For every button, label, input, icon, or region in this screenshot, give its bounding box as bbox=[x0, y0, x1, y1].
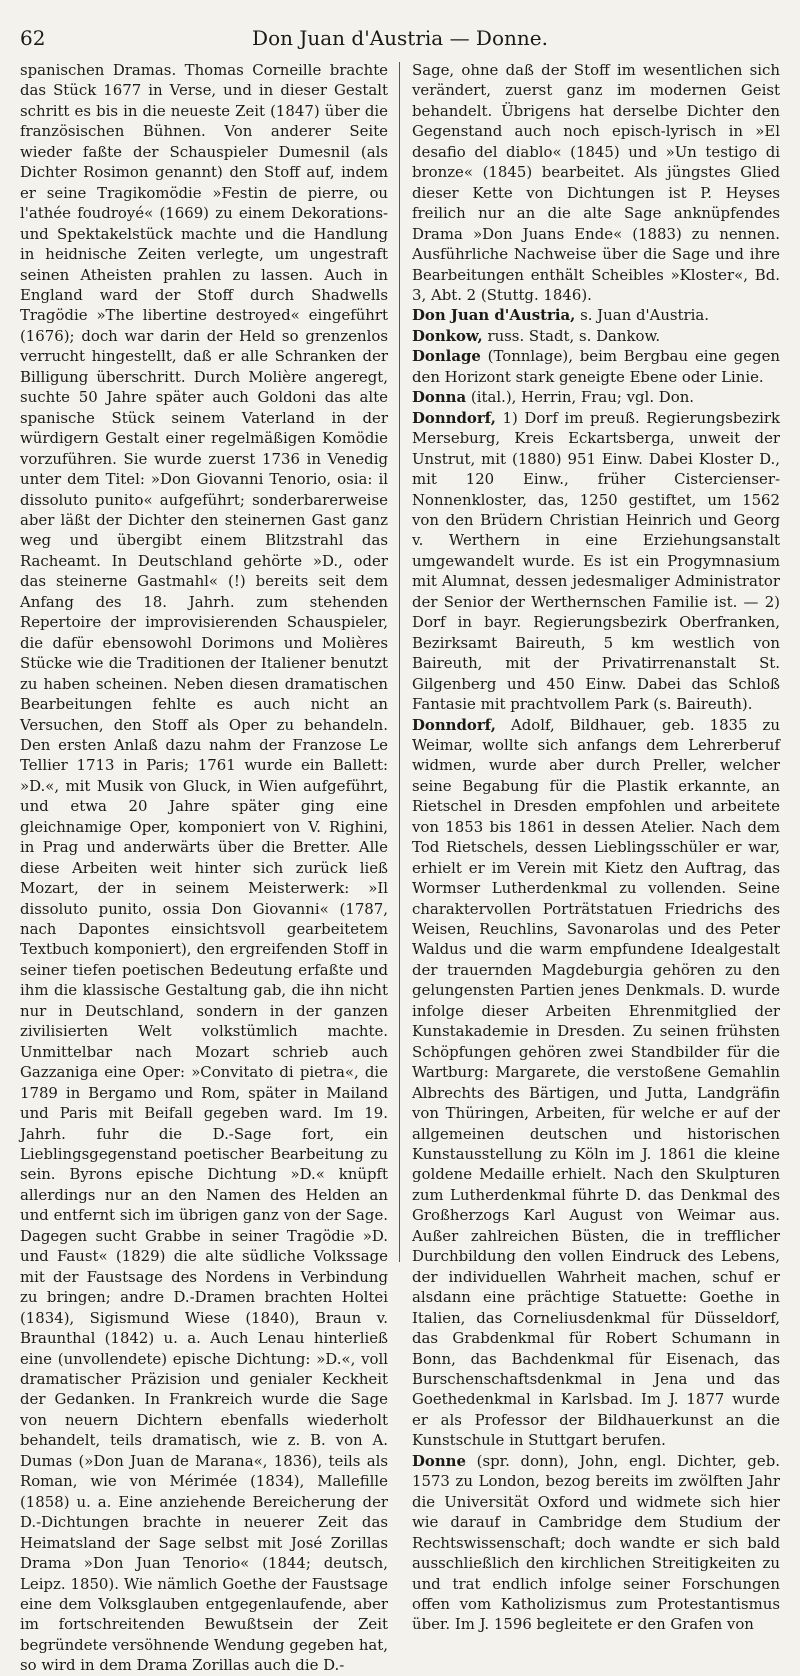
entry-lemma: Donne bbox=[412, 1451, 466, 1470]
entry-don-juan-d-austria bbox=[412, 305, 780, 325]
entry-donlage bbox=[412, 346, 780, 387]
entry-text: (spr. donn), John, engl. Dichter, geb. 1573 zu London, bezog bereits im zwölften Jahr die Universität Oxford und widmete sich hier wie darauf in Cambridge dem Studium der Rechtswissenschaft; doch wandte er sich bald ausschließlich den kirchlichen Streitigkeiten zu und trat endlich infolge seiner Forschungen offen vom Katholizismus zum Protestantismus über. Im J. 1596 begleitete er den Grafen von bbox=[412, 1451, 780, 1634]
page-header bbox=[20, 26, 780, 54]
left-column bbox=[20, 60, 388, 1675]
right-column bbox=[412, 60, 780, 1634]
article-text: spanischen Dramas. Thomas Corneille brachte das Stück 1677 in Verse, und in dieser Gestalt schritt es bis in die neueste Zeit (1847) über die französischen Bühnen. Von anderer Seite wieder faßte der Schauspieler Dumesnil (als Dichter Rosimon genannt) den Stoff auf, indem er seine Tragikomödie »Festin de pierre, ou l'athée foudroyé« (1669) zu einem Dekorations- und Spektakelstück machte und die Handlung in heidnische Zeiten verlegte, um ungestraft seinen Atheisten prahlen zu lassen. Auch in England ward der Stoff durch Shadwells Tragödie »The libertine destroyed« eingeführt (1676); doch war darin der Held so grenzenlos verrucht hingestellt, daß er alle Schranken der Billigung überschritt. Durch Molière angeregt, suchte 50 Jahre später auch Goldoni das alte spanische Stück seinem Vaterland in der würdigern Gestalt einer regelmäßigen Komödie vorzuführen. Sie wurde zuerst 1736 in Venedig unter dem Titel: »Don Giovanni Tenorio, osia: il dissoluto punito« aufgeführt; sonderbarerweise aber läßt der Dichter den steinernen Gast ganz weg und übergibt einem Blitzstrahl das Racheamt. In Deutschland gehörte »D., oder das steinerne Gastmahl« (!) bereits seit dem Anfang des 18. Jahrh. zum stehenden Repertoire der improvisierenden Schauspieler, die dafür ebensowohl Dorimons und Molières Stücke wie die Traditionen der Italiener benutzt zu haben scheinen. Neben diesen dramatischen Bearbeitungen fehlte es auch nicht an Versuchen, den Stoff als Oper zu behandeln. Den ersten Anlaß dazu nahm der Franzose Le Tellier 1713 in Paris; 1761 wurde ein Ballett: »D.«, mit Musik von Gluck, in Wien aufgeführt, und etwa 20 Jahre später ging eine gleichnamige Oper, komponiert von V. Righini, in Prag und anderwärts über die Bretter. Alle diese Arbeiten weit hinter sich zurück ließ Mozart, der in seinem Meisterwerk: »Il dissoluto punito, ossia Don Giovanni« (1787, nach Dapontes einsichtsvoll gearbeitetem Textbuch komponiert), den ergreifenden Stoff in seiner tiefen poetischen Bedeutung erfaßte und ihm die klassische Gestaltung gab, die ihn nicht nur in Deutschland, sondern in der ganzen zivilisierten Welt volkstümlich machte. Unmittelbar nach Mozart schrieb auch Gazzaniga eine Oper: »Convitato di pietra«, die 1789 in Bergamo und Rom, später in Mailand und Paris mit Beifall gegeben ward. Im 19. Jahrh. fuhr die D.-Sage fort, ein Lieblingsgegenstand poetischer Bearbeitung zu sein. Byrons epische Dichtung »D.« knüpft allerdings nur an den Namen des Helden an und entfernt sich im übrigen ganz von der Sage. Dagegen sucht Grabbe in seiner Tragödie »D. und Faust« (1829) die alte südliche Volkssage mit der Faustsage des Nordens in Verbindung zu bringen; andre D.-Dramen brachten Holtei (1834), Sigismund Wiese (1840), Braun v. Braunthal (1842) u. a. Auch Lenau hinterließ eine (unvollendete) epische Dichtung: »D.«, voll dramatischer Präzision und genialer Keckheit der Gedanken. In Frankreich wurde die Sage von neuern Dichtern ebenfalls wiederholt behandelt, teils dramatisch, wie z. B. von A. Dumas (»Don Juan de Marana«, 1836), teils als Roman, wie von Mérimée (1834), Mallefille (1858) u. a. Eine anziehende Bereicherung der D.-Dichtungen brachte in neuerer Zeit das Heimatsland der Sage selbst mit José Zorillas Drama »Don Juan Tenorio« (1844; deutsch, Leipz. 1850). Wie nämlich Goethe der Faustsage eine dem Volksglauben entgegenlaufende, aber im fortschreitenden Bewußtsein der Zeit begründete versöhnende Wendung gegeben hat, so wird in dem Drama Zorillas auch die D.- bbox=[20, 61, 388, 1675]
entry-text: russ. Stadt, s. Dankow. bbox=[482, 326, 661, 345]
entry-donna bbox=[412, 387, 780, 407]
entry-lemma: Donkow, bbox=[412, 326, 483, 345]
entry-lemma: Donlage bbox=[412, 347, 481, 366]
entry-text: 1) Dorf im preuß. Regierungsbezirk Merseburg, Kreis Eckartsberga, unweit der Unstrut, mit (1880) 951 Einw. Dabei Kloster D., mit 120 Einw., früher Cistercienser-Nonnenkloster, das, 1250 gestiftet, um 1562 von den Brüdern Christian Heinrich und Georg v. Werthern in eine Erziehungsanstalt umgewandelt wurde. Es ist ein Progymnasium mit Alumnat, dessen jedesmaliger Administrator der Senior der Werthernschen Familie ist. — 2) Dorf in bayr. Regierungsbezirk Oberfranken, Bezirksamt Baireuth, 5 km westlich von Baireuth, mit der Privatirrenanstalt St. Gilgenberg und 450 Einw. Dabei das Schloß Fantasie mit prachtvollem Park (s. Baireuth). bbox=[412, 408, 780, 714]
entry-text: (ital.), Herrin, Frau; vgl. Don. bbox=[466, 388, 695, 407]
column-divider bbox=[399, 62, 400, 1262]
running-head: Don Juan d'Austria — Donne. bbox=[252, 26, 548, 50]
entry-donne bbox=[412, 1451, 780, 1635]
entry-lemma: Donndorf, bbox=[412, 715, 496, 734]
entry-donndorf-place bbox=[412, 408, 780, 715]
page-number: 62 bbox=[20, 26, 46, 50]
entry-donndorf-adolf bbox=[412, 715, 780, 1451]
entry-text: Adolf, Bildhauer, geb. 1835 zu Weimar, wollte sich anfangs dem Lehrerberuf widmen, wurde aber durch Preller, welcher seine Begabung für die Plastik erkannte, an Rietschel in Dresden empfohlen und arbeitete von 1853 bis 1861 in dessen Atelier. Nach dem Tod Rietschels, dessen Lieblingsschüler er war, erhielt er im Verein mit Kietz den Auftrag, das Wormser Lutherdenkmal zu vollenden. Seine charaktervollen Porträtstatuen Friedrichs des Weisen, Reuchlins, Savonarolas und des Peter Waldus und die warm empfundene Idealgestalt der trauernden Magdeburgia gehören zu den gelungensten Partien jenes Denkmals. D. wurde infolge dieser Arbeiten Ehrenmitglied der Kunstakademie in Dresden. Zu seinen frühsten Schöpfungen gehören zwei Standbilder für die Wartburg: Margarete, die verstoßene Gemahlin Albrechts des Bärtigen, und Jutta, Landgräfin von Thüringen, Arbeiten, für welche er auf der allgemeinen deutschen und historischen Kunstausstellung zu Köln im J. 1861 die kleine goldene Medaille erhielt. Nach den Skulpturen zum Lutherdenkmal führte D. das Denkmal des Großherzogs Karl August von Weimar aus. Außer zahlreichen Büsten, die in trefflicher Durchbildung den vollen Eindruck des Lebens, der individuellen Wahrheit machen, schuf er alsdann eine prächtige Statuette: Goethe in Italien, das Corneliusdenkmal für Düsseldorf, das Grabdenkmal für Robert Schumann in Bonn, das Bachdenkmal für Eisenach, das Burschenschaftsdenkmal in Jena und das Goethedenkmal in Karlsbad. Im J. 1877 wurde er als Professor der Bildhauerkunst an die Kunstschule in Stuttgart berufen. bbox=[412, 715, 780, 1450]
entry-text: (Tonnlage), beim Bergbau eine gegen den Horizont stark geneigte Ebene oder Linie. bbox=[412, 347, 780, 386]
entry-donkow bbox=[412, 326, 780, 346]
article-continuation: Sage, ohne daß der Stoff im wesentlichen sich verändert, zuerst ganz im modernen Geist behandelt. Übrigens hat derselbe Dichter den Gegenstand auch noch episch-lyrisch in »El desafio del diablo« (1845) und »Un testigo di bronze« (1845) bearbeitet. Als jüngstes Glied dieser Kette von Dichtungen ist P. Heyses freilich nur an die alte Sage anknüpfendes Drama »Don Juans Ende« (1883) zu nennen. Ausführliche Nachweise über die Sage und ihre Bearbeitungen enthält Scheibles »Kloster«, Bd. 3, Abt. 2 (Stuttg. 1846). bbox=[412, 61, 780, 304]
entry-lemma: Donna bbox=[412, 388, 467, 407]
entry-lemma: Don Juan d'Austria, bbox=[412, 306, 576, 325]
entry-lemma: Donndorf, bbox=[412, 408, 496, 427]
entry-text: s. Juan d'Austria. bbox=[575, 306, 710, 325]
